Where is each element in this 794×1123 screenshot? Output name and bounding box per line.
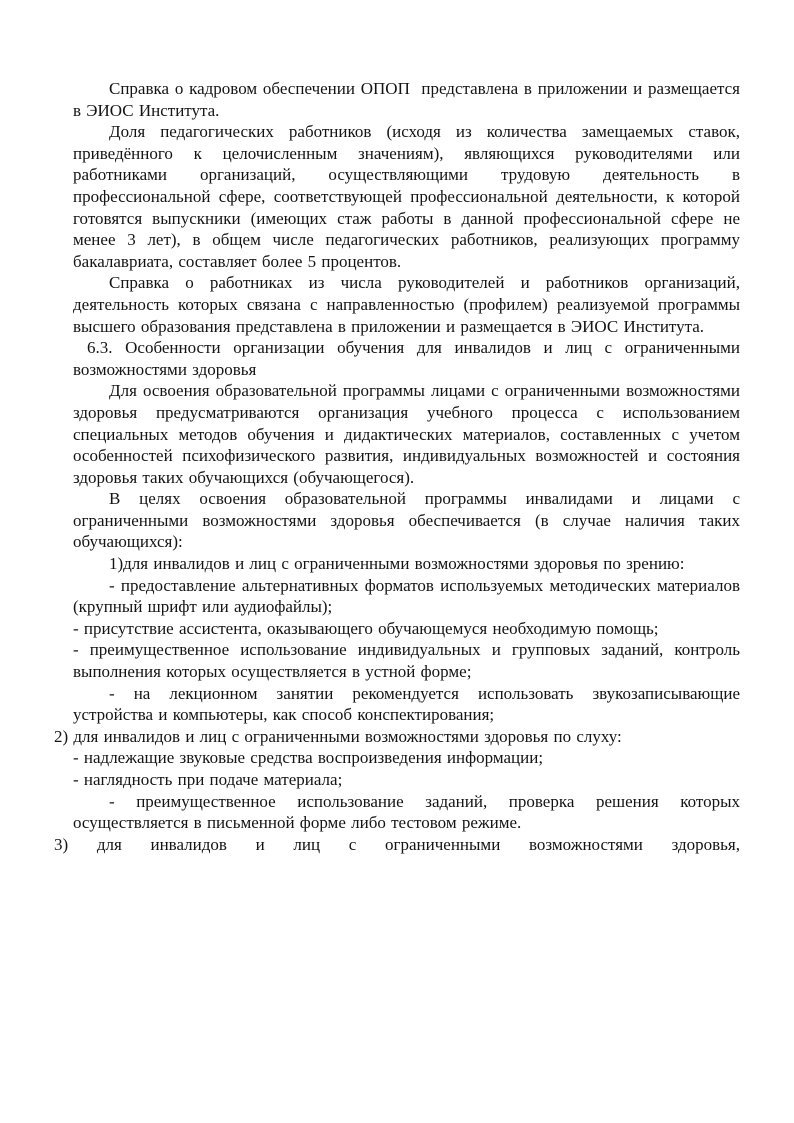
paragraph-program-adaptation: Для освоения образовательной программы лицами с ограниченными возможностями здоровья предусматриваются организация учебного процесса с использованием специальных методов обучения и дидактических материалов, составленных с учетом особенностей психофизического развития, индивидуальных возможностей и состояния здоровья таких обучающихся (обучающегося). — [73, 381, 740, 487]
list-item-2-hearing: 2) для инвалидов и лиц с ограниченными возможностями здоровья по слуху: — [54, 726, 622, 746]
list-item-1-vision: 1)для инвалидов и лиц с ограниченными возможностями здоровья по зрению: — [109, 554, 685, 574]
list-item-hearing-written-tasks: - преимущественное использование заданий, проверка решения которых осуществляется в письменной форме либо тестовом режиме. — [73, 791, 740, 833]
list-item-hearing-visual-clarity: - наглядность при подаче материала; — [73, 770, 343, 789]
list-item-hearing-audio-means: - надлежащие звуковые средства воспроизведения информации; — [73, 748, 544, 768]
paragraph-provision-intro: В целях освоения образовательной программы инвалидами и лицами с ограниченными возможностями здоровья обеспечивается (в случае наличия таких обучающихся): — [73, 489, 740, 552]
list-item-3-start: 3) для инвалидов и лиц с ограниченными возможностями здоровья, — [54, 834, 740, 854]
section-heading-6-3: 6.3. Особенности организации обучения для инвалидов и лиц с ограниченными возможностями здоровья — [73, 338, 740, 379]
list-item-vision-assistant: - присутствие ассистента, оказывающего обучающемуся необходимую помощь; — [73, 618, 659, 638]
paragraph-employees-reference: Справка о работниках из числа руководителей и работников организаций, деятельность которых связана с направленностью (профилем) реализуемой программы высшего образования представлена в приложении и размещается в ЭИОС Института. — [73, 273, 740, 336]
list-item-vision-individual-tasks: - преимущественное использование индивидуальных и групповых заданий, контроль выполнения которых осуществляется в устной форме; — [73, 640, 740, 682]
paragraph-pedagogical-share: Доля педагогических работников (исходя из количества замещаемых ставок, приведённого к целочисленным значениям), являющихся руководителями или работниками организаций, осуществляющими трудовую деятельность в профессиональной сфере, соответствующей профессиональной деятельности, к которой готовятся выпускники (имеющих стаж работы в данной профессиональной сфере не менее 3 лет), в общем числе педагогических работников, реализующих программу бакалавриата, составляет более 5 процентов. — [73, 122, 740, 271]
list-item-vision-alternative-formats: - предоставление альтернативных форматов используемых методических материалов (крупный шрифт или аудиофайлы); — [73, 575, 740, 617]
paragraph-hr-reference: Справка о кадровом обеспечении ОПОП представлена в приложении и размещается в ЭИОС Института. — [73, 79, 740, 120]
list-item-vision-recording-devices: - на лекционном занятии рекомендуется использовать звукозаписывающие устройства и компьютеры, как способ конспектирования; — [73, 683, 740, 725]
